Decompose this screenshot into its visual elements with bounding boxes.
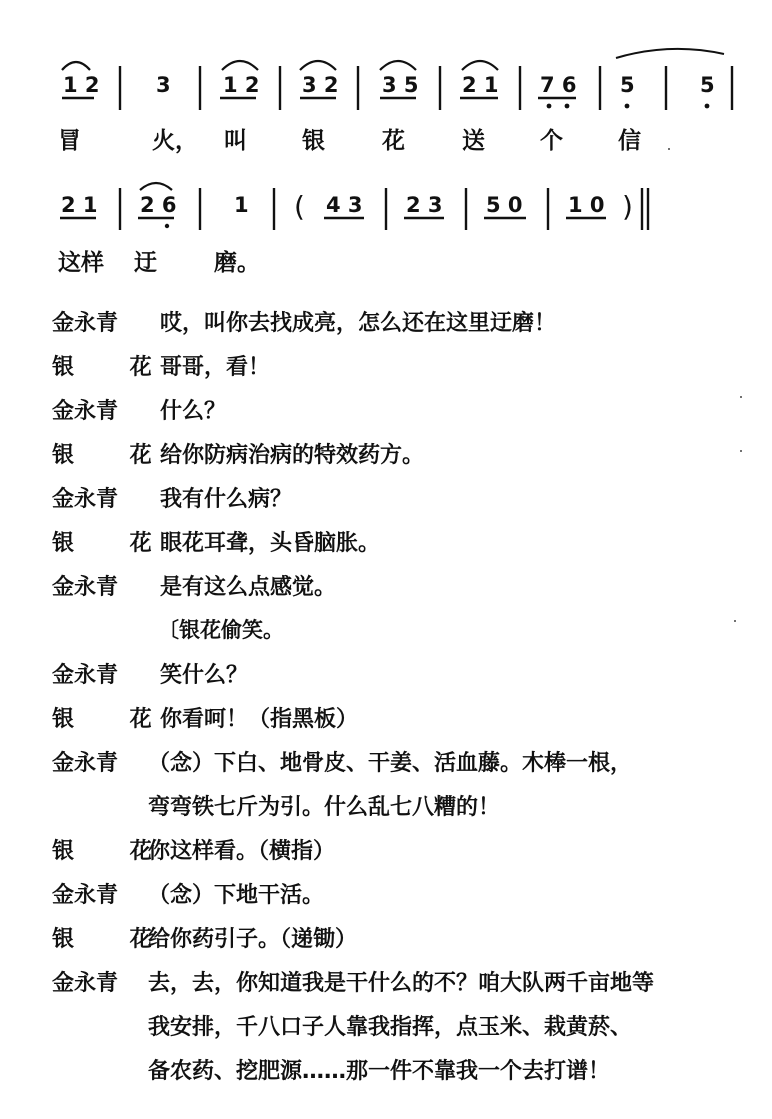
note-text: 3 5 (382, 73, 419, 97)
dialogue-text: 你这样看。（横指） (148, 839, 336, 864)
note-cell (484, 193, 526, 218)
notation-row-2-svg (60, 176, 680, 236)
dialogue-line (52, 746, 742, 826)
dialogue-line (52, 878, 742, 908)
note-text: 3 2 (302, 73, 339, 97)
lyric-syllable: 信 (618, 128, 641, 154)
note-cell (62, 62, 100, 98)
note-cell (138, 183, 177, 228)
dialogue-line (52, 394, 742, 424)
note-cell (300, 61, 339, 98)
note-text: 2 3 (406, 193, 443, 217)
note-cell (538, 73, 577, 108)
note-cell (620, 73, 635, 108)
dialogue-line (52, 570, 742, 600)
dialogue-line (52, 834, 742, 864)
note-cell (324, 193, 364, 218)
dialogue-text: 笑什么？ (160, 663, 249, 688)
lyric-syllable: 叫 (224, 128, 247, 154)
note-cell (220, 61, 260, 98)
dialogue-text: 我有什么病？ (160, 487, 293, 512)
dialogue-line (52, 526, 742, 556)
stage-direction: 〔银花偷笑。 (158, 618, 284, 642)
dialogue-line (52, 966, 742, 1106)
note-text: 5 0 (486, 193, 523, 217)
speaker-name: 银 花 (52, 839, 176, 864)
note-cell (460, 61, 499, 98)
speaker-name: 金永青 (52, 399, 119, 424)
speaker-name: 银 花 (52, 707, 176, 732)
note-cell (380, 61, 419, 98)
speaker-name: 金永青 (52, 663, 119, 688)
note-text: 7 6 (540, 73, 577, 97)
dialogue-text: 给你药引子。（递锄） (148, 927, 358, 952)
speaker-name: 银 花 (52, 355, 176, 380)
note-text: 1 2 (63, 73, 100, 97)
lyrics-row-1 (58, 122, 718, 152)
scan-speck (740, 396, 742, 398)
dialogue-text: （念）下地干活。 (148, 883, 325, 908)
lyric-syllable: 火， (152, 128, 198, 154)
lyric-syllable: 银 (302, 128, 325, 154)
note-cell (156, 73, 171, 97)
close-paren: ) (622, 190, 633, 223)
lyrics-row-2 (58, 244, 358, 274)
note-cell (234, 193, 249, 217)
lyric-syllable: 花 (382, 128, 405, 154)
tie (616, 49, 724, 58)
note-text: 2 1 (61, 193, 98, 217)
dialogue-line (52, 438, 742, 468)
dialogue-text: 眼花耳聋，头昏脑胀。 (160, 531, 381, 556)
scan-speck (668, 148, 670, 150)
note-text: 4 3 (326, 193, 363, 217)
note-text: 5 (620, 73, 635, 97)
dialogue-text: 哎，叫你去找成亮，怎么还在这里迂磨！ (160, 311, 557, 336)
speaker-name: 银 花 (52, 531, 176, 556)
dialogue-text-continued: 备农药、挖肥源……那一件不靠我一个去打谱！ (148, 1059, 611, 1084)
speaker-name: 银 花 (52, 443, 176, 468)
speaker-name: 金永青 (52, 883, 119, 908)
speaker-name: 金永青 (52, 751, 119, 776)
speaker-name: 银 花 (52, 927, 176, 952)
lyric-syllable: 这样 (58, 250, 104, 276)
dialogue-text: 是有这么点感觉。 (160, 575, 337, 600)
notation-row-1 (60, 48, 750, 108)
speaker-name: 金永青 (52, 575, 119, 600)
dialogue-text-continued: 弯弯铁七斤为引。什么乱七八糟的！ (148, 795, 501, 820)
note-text: 1 (234, 193, 249, 217)
open-paren: ( (294, 190, 305, 223)
lyric-syllable: 个 (540, 128, 563, 154)
lyric-syllable: 迂 (134, 250, 157, 276)
dialogue-line (52, 306, 742, 336)
speaker-name: 金永青 (52, 487, 119, 512)
note-text: 1 2 (223, 73, 260, 97)
speaker-name: 金永青 (52, 311, 119, 336)
note-text: 5 (700, 73, 715, 97)
speaker-name: 金永青 (52, 971, 119, 996)
note-text: 2 6 (140, 193, 177, 217)
dialogue-text-continued: 我安排，千八口子人靠我指挥，点玉米、栽黄菸、 (148, 1015, 633, 1040)
dialogue-line (52, 350, 742, 380)
dialogue-text: 你看呵！（指黑板） (160, 707, 359, 732)
dialogue-text: 去，去，你知道我是干什么的不？咱大队两千亩地等 (148, 971, 655, 996)
lyric-syllable: 送 (462, 128, 485, 154)
dialogue-line (52, 658, 742, 688)
dialogue-text: 哥哥，看！ (160, 355, 271, 380)
dialogue-text: 什么？ (160, 399, 227, 424)
note-text: 2 1 (462, 73, 499, 97)
note-cell (566, 193, 606, 218)
note-cell (60, 193, 98, 218)
dialogue-text: （念）下白、地骨皮、干姜、活血藤。木棒一根， (148, 751, 633, 776)
dialogue-line (52, 482, 742, 512)
lyric-syllable: 磨。 (214, 250, 260, 276)
note-cell (700, 73, 715, 108)
dialogue-text: 给你防病治病的特效药方。 (160, 443, 425, 468)
scan-speck (734, 620, 736, 622)
lyric-syllable: 冒 (58, 128, 81, 154)
note-text: 1 0 (568, 193, 605, 217)
note-cell (404, 193, 444, 218)
note-text: 3 (156, 73, 171, 97)
notation-row-1-svg (60, 48, 750, 118)
notation-row-2 (60, 176, 680, 236)
dialogue-line (52, 702, 742, 732)
scan-speck (740, 450, 742, 452)
dialogue-line (52, 922, 742, 952)
